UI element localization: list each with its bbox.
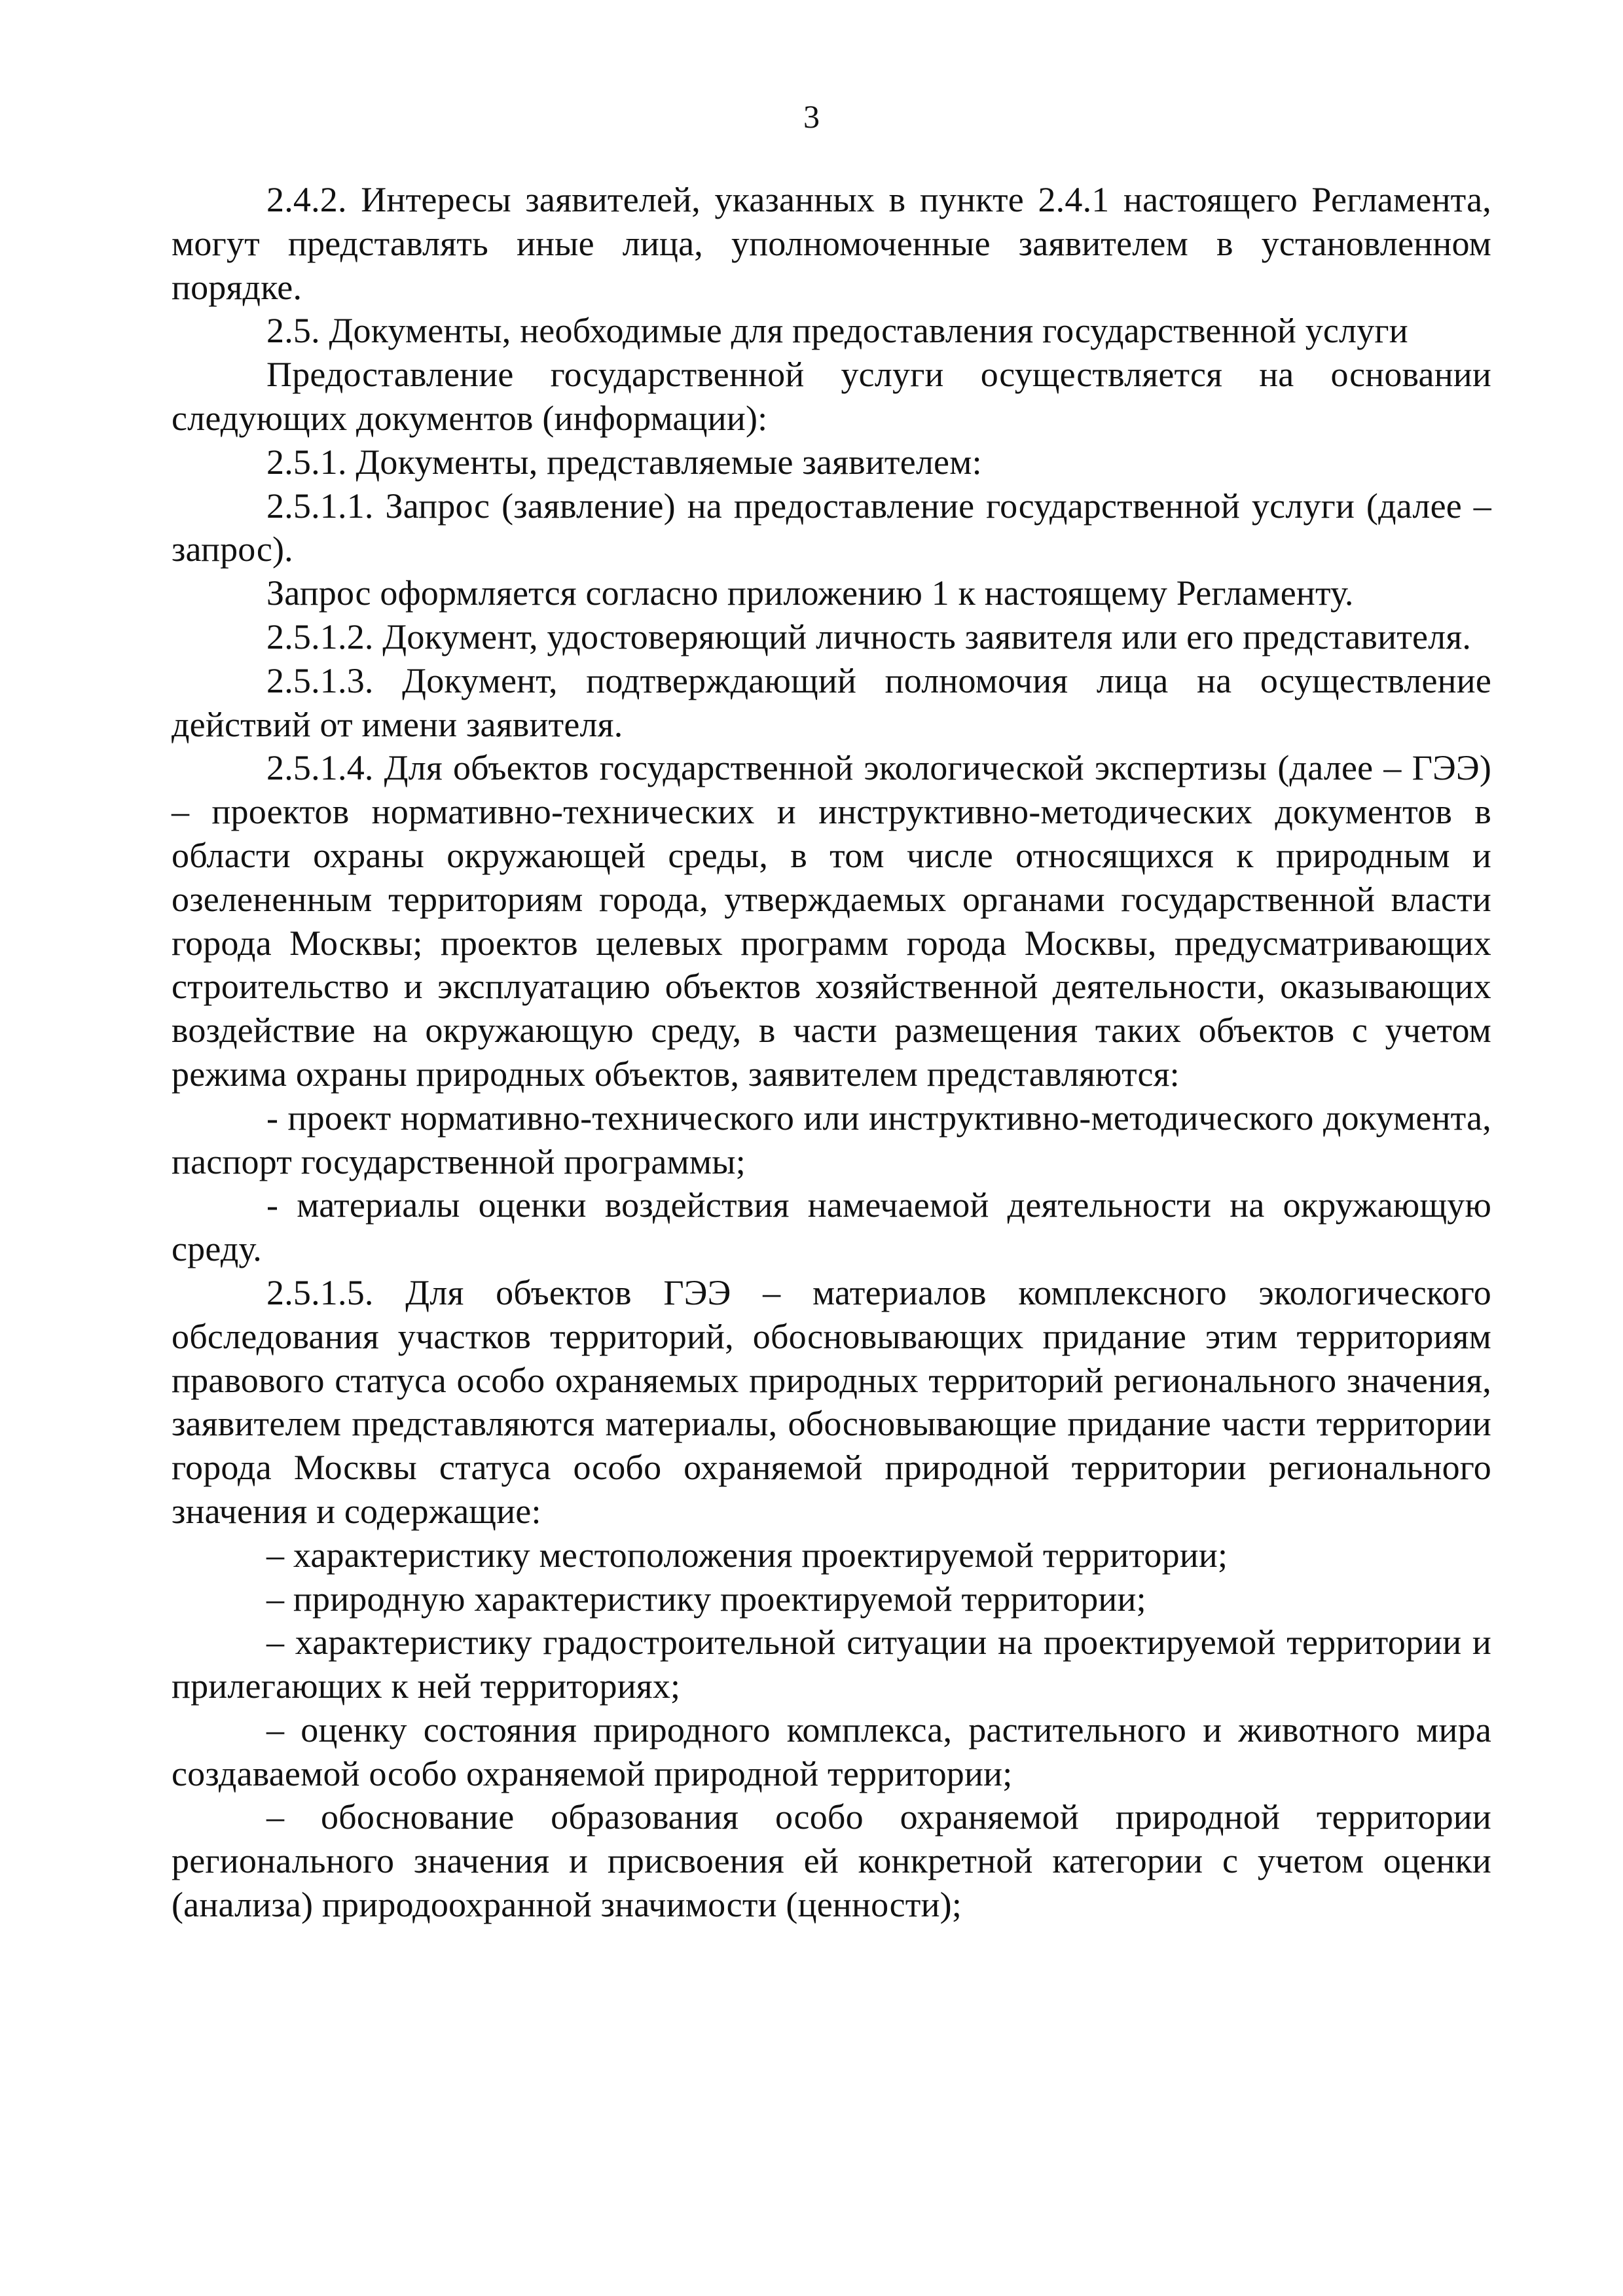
list-item: – характеристику местоположения проектируемой территории; [266, 1535, 1228, 1575]
paragraph-2-5-1-4: 2.5.1.4. Для объектов государственной экологической экспертизы (далее – ГЭЭ) – проектов нормативно-технических и инструктивно-методических документов в области охраны окружающей среды, в том числе относящихся к природным и озелененным территориям города, утверждаемых органами государственной власти города Москвы; проектов целевых программ города Москвы, предусматривающих строительство и эксплуатацию объектов хозяйственной деятельности, оказывающих воздействие на окружающую среду, в части размещения таких объектов с учетом режима охраны природных объектов, заявителем представляются: [172, 748, 1491, 1094]
page-number: 3 [803, 98, 820, 135]
list-item: - проект нормативно-технического или инструктивно-методического документа, паспорт государственной программы; [172, 1098, 1491, 1181]
paragraph-2-5-1: 2.5.1. Документы, представляемые заявителем: [266, 442, 982, 482]
paragraph-2-5-1-1: 2.5.1.1. Запрос (заявление) на предоставление государственной услуги (далее – запрос). [172, 486, 1491, 569]
paragraph-2-5-1-3: 2.5.1.3. Документ, подтверждающий полномочия лица на осуществление действий от имени заявителя. [172, 660, 1491, 744]
paragraph-basis: Предоставление государственной услуги осуществляется на основании следующих документов (информации): [172, 355, 1491, 438]
list-item: – оценку состояния природного комплекса, растительного и животного мира создаваемой особо охраняемой природной территории; [172, 1710, 1491, 1793]
list-item: - материалы оценки воздействия намечаемой деятельности на окружающую среду. [172, 1185, 1491, 1269]
list-item: – обоснование образования особо охраняемой природной территории регионального значения и присвоения ей конкретной категории с учетом оценки (анализа) природоохранной значимости (ценности); [172, 1797, 1491, 1925]
document-body [172, 178, 1491, 1927]
list-item: – характеристику градостроительной ситуации на проектируемой территории и прилегающих к ней территориях; [172, 1623, 1491, 1706]
paragraph-2-5-1-5: 2.5.1.5. Для объектов ГЭЭ – материалов комплексного экологического обследования участков территорий, обосновывающих придание этим территориям правового статуса особо охраняемых природных территорий регионального значения, заявителем представляются материалы, обосновывающие придание части территории города Москвы статуса особо охраняемой природной территории регионального значения и содержащие: [172, 1272, 1491, 1531]
paragraph-request-form: Запрос оформляется согласно приложению 1 к настоящему Регламенту. [266, 573, 1354, 613]
paragraph-2-5-1-2: 2.5.1.2. Документ, удостоверяющий личность заявителя или его представителя. [266, 617, 1472, 656]
list-item: – природную характеристику проектируемой территории; [266, 1579, 1146, 1619]
paragraph-2-4-2: 2.4.2. Интересы заявителей, указанных в пункте 2.4.1 настоящего Регламента, могут представлять иные лица, уполномоченные заявителем в установленном порядке. [172, 180, 1491, 307]
heading-2-5: 2.5. Документы, необходимые для предоставления государственной услуги [266, 311, 1408, 351]
